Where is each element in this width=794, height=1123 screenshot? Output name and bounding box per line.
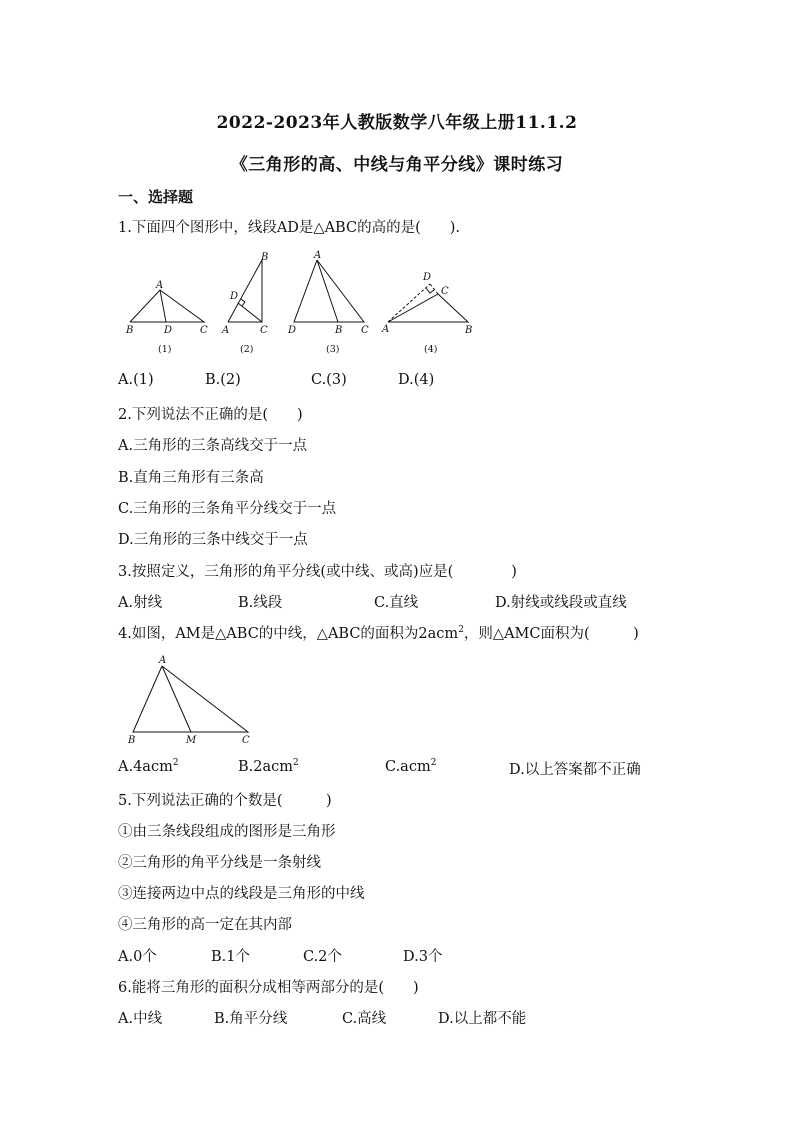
q1-option-b[interactable]: B.(2) [205, 372, 241, 388]
fig3-label-a: A [314, 250, 322, 261]
q4-option-c[interactable] [385, 758, 436, 775]
question-4-stem [118, 622, 639, 643]
q5-item-1: ①由三条线段组成的图形是三角形 [118, 824, 336, 840]
fig3-caption: (3) [326, 344, 340, 355]
fig1-label-b: B [126, 325, 134, 336]
fig3-label-c: C [361, 325, 369, 336]
fig2-label-a: A [222, 325, 230, 336]
fig1-label-c: C [200, 325, 208, 336]
q4-stem-sup: 2 [458, 625, 464, 636]
q4-stem-part1: 4.如图，AM是△ABC的中线，△ABC的面积为2acm [118, 626, 459, 642]
q5-item-4: ④三角形的高一定在其内部 [118, 917, 292, 933]
question-6-stem: 6.能将三角形的面积分成相等两部分的是( ) [118, 980, 419, 996]
q2-option-d[interactable]: D.三角形的三条中线交于一点 [118, 532, 308, 548]
fig4-label-c: C [441, 286, 449, 297]
q4-option-c-sup: 2 [430, 758, 437, 768]
fig2-label-d: D [230, 291, 239, 302]
q5-option-b[interactable]: B.1个 [211, 949, 250, 965]
question-4-figure [120, 652, 260, 748]
q3-option-b[interactable]: B.线段 [238, 595, 283, 611]
q4-label-m: M [186, 735, 197, 746]
q5-option-c[interactable]: C.2个 [303, 949, 342, 965]
q4-stem-part2: ，则△AMC面积为( ) [463, 626, 639, 642]
q4-label-c: C [242, 735, 250, 746]
q6-option-a[interactable]: A.中线 [118, 1011, 163, 1027]
fig4-label-b: B [465, 325, 473, 336]
q5-option-a[interactable]: A.0个 [118, 949, 157, 965]
q4-option-a-text: A.4acm [118, 758, 173, 775]
q4-option-d-text: D.以上答案都不正确 [509, 762, 641, 778]
q4-option-b-sup: 2 [293, 758, 299, 768]
q2-option-a[interactable]: A.三角形的三条高线交于一点 [118, 438, 308, 454]
q5-item-3: ③连接两边中点的线段是三角形的中线 [118, 886, 365, 902]
fig4-caption: (4) [424, 344, 438, 355]
q2-option-c[interactable]: C.三角形的三条角平分线交于一点 [118, 501, 337, 517]
q4-option-d[interactable] [509, 758, 641, 779]
fig4-label-a: A [382, 324, 390, 335]
q3-option-c[interactable]: C.直线 [374, 595, 419, 611]
q3-option-a[interactable]: A.射线 [118, 595, 163, 611]
fig2-caption: (2) [240, 344, 254, 355]
q5-option-d[interactable]: D.3个 [403, 949, 443, 965]
figure-4 [388, 284, 468, 322]
q1-option-a[interactable]: A.(1) [118, 372, 154, 388]
page-title-line2: 《三角形的高、中线与角平分线》课时练习 [230, 155, 564, 175]
q2-option-b[interactable]: B.直角三角形有三条高 [118, 470, 264, 486]
q4-option-c-text: C.acm [385, 758, 431, 775]
q6-option-b[interactable]: B.角平分线 [214, 1011, 288, 1027]
q6-option-d[interactable]: D.以上都不能 [438, 1011, 527, 1027]
fig1-label-d: D [164, 325, 173, 336]
fig1-caption: (1) [158, 344, 172, 355]
fig2-label-b: B [261, 252, 269, 263]
q1-option-c[interactable]: C.(3) [311, 372, 347, 388]
q5-item-2: ②三角形的角平分线是一条射线 [118, 855, 321, 871]
figure-3 [294, 260, 364, 322]
q4-option-b[interactable] [238, 758, 299, 775]
q6-option-c[interactable]: C.高线 [342, 1011, 387, 1027]
section-heading: 一、选择题 [118, 188, 194, 206]
q1-option-d[interactable]: D.(4) [398, 372, 435, 388]
fig4-label-d: D [423, 272, 432, 283]
q3-option-d[interactable]: D.射线或线段或直线 [495, 595, 627, 611]
q4-label-a: A [159, 655, 167, 666]
fig3-label-b: B [335, 325, 343, 336]
fig2-label-c: C [260, 325, 268, 336]
question-2-stem: 2.下列说法不正确的是( ) [118, 407, 303, 423]
q4-option-a[interactable] [118, 758, 179, 775]
fig3-label-d: D [288, 325, 297, 336]
q4-option-b-text: B.2acm [238, 758, 294, 775]
q4-option-a-sup: 2 [172, 758, 179, 768]
question-1-figures [118, 248, 488, 360]
page-title-line1: 2022-2023年人教版数学八年级上册11.1.2 [216, 113, 578, 133]
question-5-stem: 5.下列说法正确的个数是( ) [118, 793, 332, 809]
fig1-label-a: A [156, 280, 164, 291]
triangle-abc-median [133, 666, 248, 732]
question-1-stem: 1.下面四个图形中，线段AD是△ABC的高的是( ). [118, 220, 460, 236]
question-3-stem: 3.按照定义，三角形的角平分线(或中线、或高)应是( ) [118, 564, 517, 580]
q4-label-b: B [128, 735, 136, 746]
figure-1 [130, 290, 204, 322]
